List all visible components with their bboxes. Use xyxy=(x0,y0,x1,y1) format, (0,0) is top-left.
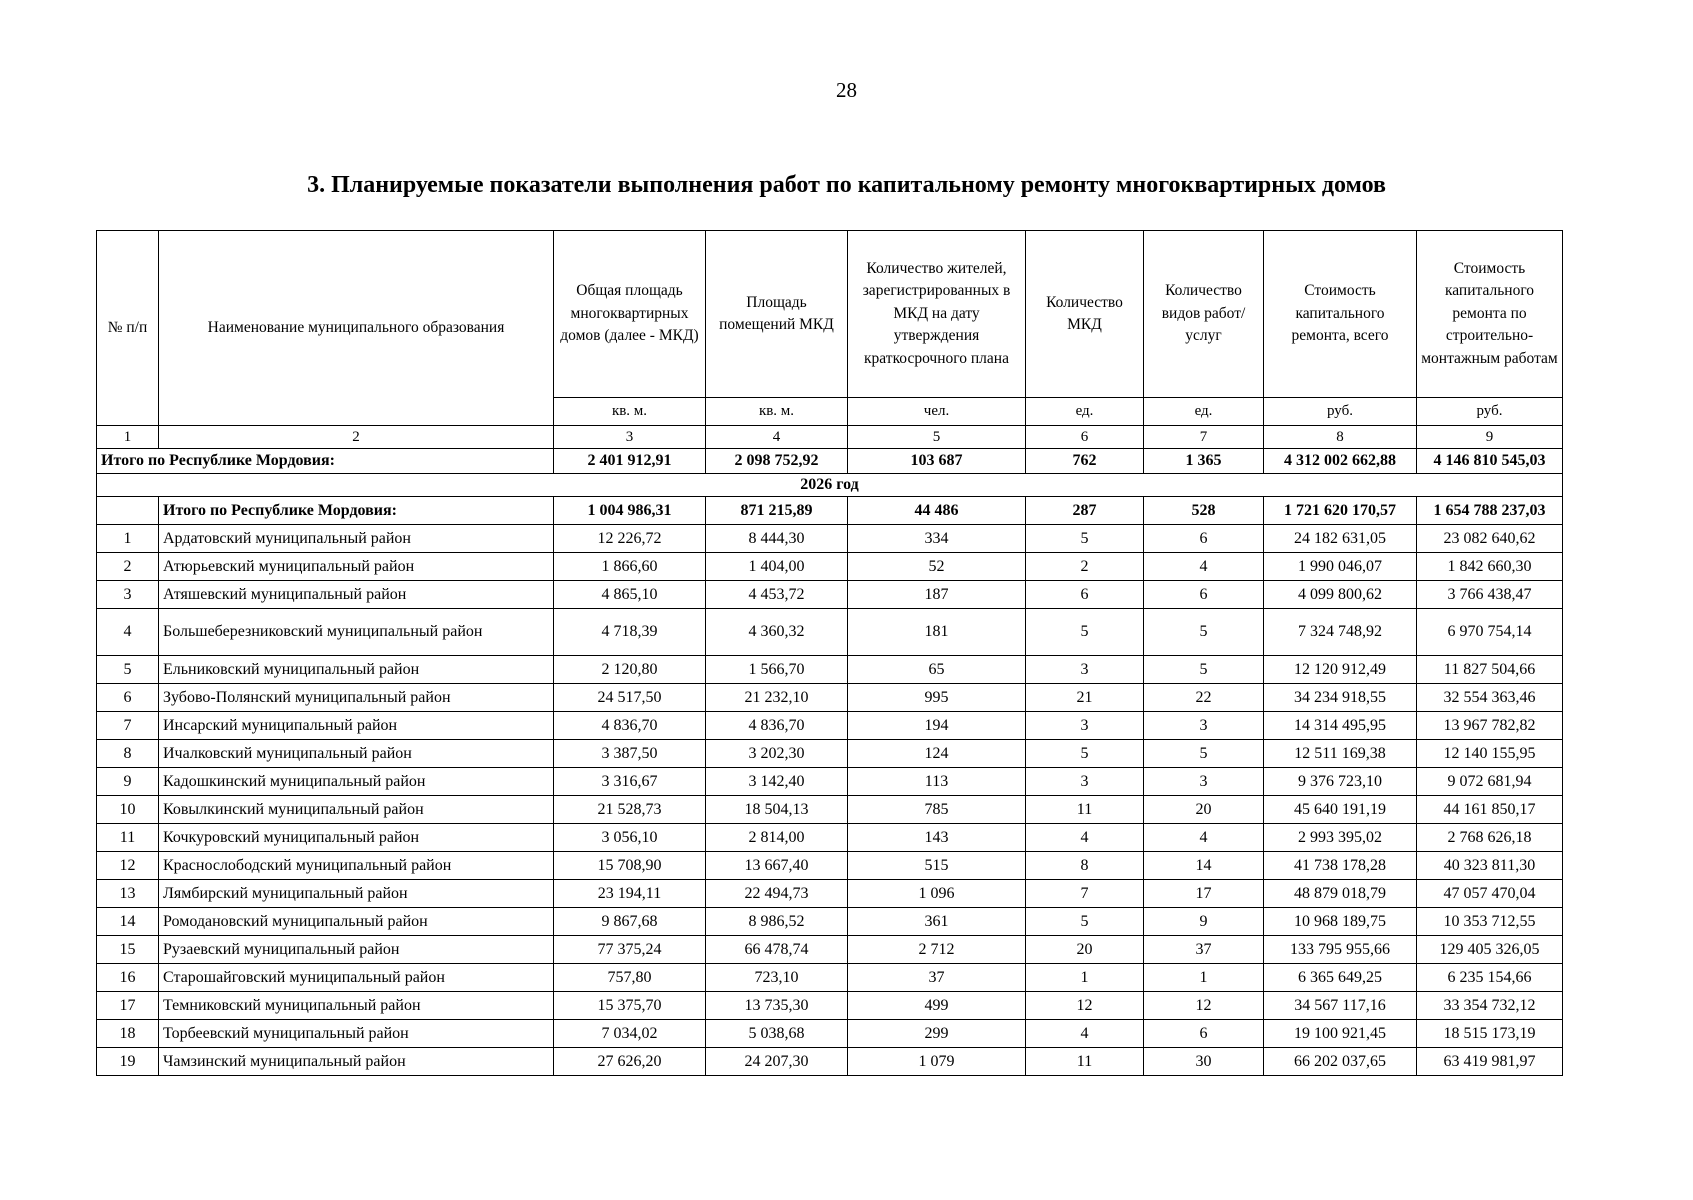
row-value: 14 xyxy=(1144,852,1264,880)
row-value: 65 xyxy=(848,656,1026,684)
municipality-name: Ичалковский муниципальный район xyxy=(159,740,554,768)
row-value: 6 970 754,14 xyxy=(1417,609,1563,656)
row-value: 133 795 955,66 xyxy=(1264,936,1417,964)
row-value: 3 xyxy=(1026,768,1144,796)
row-number: 2 xyxy=(97,553,159,581)
header-area-total: Общая площадь многоквартирных домов (далее - МКД) xyxy=(554,231,706,398)
row-value: 24 182 631,05 xyxy=(1264,525,1417,553)
row-value: 2 712 xyxy=(848,936,1026,964)
row-value: 9 xyxy=(1144,908,1264,936)
header-works-count: Количество видов работ/услуг xyxy=(1144,231,1264,398)
row-value: 77 375,24 xyxy=(554,936,706,964)
row-value: 3 xyxy=(1144,712,1264,740)
row-value: 33 354 732,12 xyxy=(1417,992,1563,1020)
row-value: 48 879 018,79 xyxy=(1264,880,1417,908)
row-value: 8 444,30 xyxy=(706,525,848,553)
grand-total-value: 2 098 752,92 xyxy=(706,449,848,474)
column-number: 7 xyxy=(1144,426,1264,449)
row-number: 17 xyxy=(97,992,159,1020)
year-row xyxy=(97,474,1563,497)
row-number: 10 xyxy=(97,796,159,824)
row-number: 18 xyxy=(97,1020,159,1048)
row-value: 7 034,02 xyxy=(554,1020,706,1048)
row-value: 181 xyxy=(848,609,1026,656)
row-value: 32 554 363,46 xyxy=(1417,684,1563,712)
row-value: 361 xyxy=(848,908,1026,936)
table-row xyxy=(97,1020,1563,1048)
table-row xyxy=(97,768,1563,796)
municipality-name: Атяшевский муниципальный район xyxy=(159,581,554,609)
row-value: 5 xyxy=(1144,740,1264,768)
row-value: 12 xyxy=(1144,992,1264,1020)
grand-total-value: 103 687 xyxy=(848,449,1026,474)
row-value: 3 766 438,47 xyxy=(1417,581,1563,609)
row-value: 143 xyxy=(848,824,1026,852)
row-value: 40 323 811,30 xyxy=(1417,852,1563,880)
row-value: 113 xyxy=(848,768,1026,796)
row-value: 129 405 326,05 xyxy=(1417,936,1563,964)
row-value: 187 xyxy=(848,581,1026,609)
table-row xyxy=(97,553,1563,581)
row-value: 30 xyxy=(1144,1048,1264,1076)
row-number: 7 xyxy=(97,712,159,740)
row-value: 44 161 850,17 xyxy=(1417,796,1563,824)
row-value: 66 478,74 xyxy=(706,936,848,964)
row-value: 8 986,52 xyxy=(706,908,848,936)
year-total-value: 1 721 620 170,57 xyxy=(1264,497,1417,525)
municipality-name: Торбеевский муниципальный район xyxy=(159,1020,554,1048)
unit-cell: ед. xyxy=(1144,398,1264,426)
column-number: 8 xyxy=(1264,426,1417,449)
table-row xyxy=(97,712,1563,740)
row-value: 3 387,50 xyxy=(554,740,706,768)
row-value: 2 120,80 xyxy=(554,656,706,684)
row-value: 785 xyxy=(848,796,1026,824)
row-value: 3 202,30 xyxy=(706,740,848,768)
year-total-num xyxy=(97,497,159,525)
header-cost-construction: Стоимость капитального ремонта по строительно-монтажным работам xyxy=(1417,231,1563,398)
row-value: 66 202 037,65 xyxy=(1264,1048,1417,1076)
row-value: 10 353 712,55 xyxy=(1417,908,1563,936)
row-value: 2 xyxy=(1026,553,1144,581)
row-value: 41 738 178,28 xyxy=(1264,852,1417,880)
row-value: 37 xyxy=(1144,936,1264,964)
table-row xyxy=(97,852,1563,880)
row-number: 13 xyxy=(97,880,159,908)
row-value: 5 xyxy=(1144,609,1264,656)
header-name: Наименование муниципального образования xyxy=(159,231,554,426)
row-value: 12 140 155,95 xyxy=(1417,740,1563,768)
row-value: 8 xyxy=(1026,852,1144,880)
municipality-name: Зубово-Полянский муниципальный район xyxy=(159,684,554,712)
table-row xyxy=(97,796,1563,824)
row-value: 23 082 640,62 xyxy=(1417,525,1563,553)
row-value: 19 100 921,45 xyxy=(1264,1020,1417,1048)
row-value: 22 xyxy=(1144,684,1264,712)
municipality-name: Лямбирский муниципальный район xyxy=(159,880,554,908)
row-number: 16 xyxy=(97,964,159,992)
table-row xyxy=(97,740,1563,768)
row-value: 4 360,32 xyxy=(706,609,848,656)
row-value: 1 096 xyxy=(848,880,1026,908)
row-value: 10 968 189,75 xyxy=(1264,908,1417,936)
header-cost-total: Стоимость капитального ремонта, всего xyxy=(1264,231,1417,398)
page-number: 28 xyxy=(836,78,857,102)
row-value: 12 511 169,38 xyxy=(1264,740,1417,768)
row-value: 9 376 723,10 xyxy=(1264,768,1417,796)
row-value: 6 xyxy=(1144,1020,1264,1048)
table-row xyxy=(97,824,1563,852)
year-total-row xyxy=(97,497,1563,525)
row-number: 1 xyxy=(97,525,159,553)
row-value: 7 xyxy=(1026,880,1144,908)
row-value: 11 xyxy=(1026,796,1144,824)
column-number: 4 xyxy=(706,426,848,449)
row-value: 11 xyxy=(1026,1048,1144,1076)
column-numbers-row xyxy=(97,426,1563,449)
row-value: 4 xyxy=(1026,824,1144,852)
table-row xyxy=(97,936,1563,964)
column-number: 2 xyxy=(159,426,554,449)
table-row xyxy=(97,908,1563,936)
row-value: 1 990 046,07 xyxy=(1264,553,1417,581)
row-value: 3 xyxy=(1026,712,1144,740)
row-value: 13 667,40 xyxy=(706,852,848,880)
row-value: 4 xyxy=(1144,824,1264,852)
row-value: 5 xyxy=(1026,525,1144,553)
header-area-premises: Площадь помещений МКД xyxy=(706,231,848,398)
row-value: 499 xyxy=(848,992,1026,1020)
indicators-table xyxy=(96,230,1563,1076)
row-value: 24 517,50 xyxy=(554,684,706,712)
column-number: 5 xyxy=(848,426,1026,449)
document-title: 3. Планируемые показатели выполнения работ по капитальному ремонту многоквартирных домов xyxy=(307,172,1386,198)
row-value: 18 515 173,19 xyxy=(1417,1020,1563,1048)
row-value: 515 xyxy=(848,852,1026,880)
row-value: 1 xyxy=(1026,964,1144,992)
row-value: 20 xyxy=(1026,936,1144,964)
row-value: 4 xyxy=(1026,1020,1144,1048)
row-value: 723,10 xyxy=(706,964,848,992)
municipality-name: Старошайговский муниципальный район xyxy=(159,964,554,992)
row-value: 15 375,70 xyxy=(554,992,706,1020)
row-value: 52 xyxy=(848,553,1026,581)
year-total-value: 528 xyxy=(1144,497,1264,525)
row-value: 995 xyxy=(848,684,1026,712)
table-row xyxy=(97,609,1563,656)
header-residents: Количество жителей, зарегистрированных в МКД на дату утверждения краткосрочного плана xyxy=(848,231,1026,398)
row-value: 34 567 117,16 xyxy=(1264,992,1417,1020)
grand-total-row xyxy=(97,449,1563,474)
row-number: 5 xyxy=(97,656,159,684)
row-value: 21 xyxy=(1026,684,1144,712)
table-row xyxy=(97,992,1563,1020)
row-value: 7 324 748,92 xyxy=(1264,609,1417,656)
row-value: 5 xyxy=(1144,656,1264,684)
municipality-name: Кочкуровский муниципальный район xyxy=(159,824,554,852)
row-number: 19 xyxy=(97,1048,159,1076)
year-total-label: Итого по Республике Мордовия: xyxy=(159,497,554,525)
row-value: 124 xyxy=(848,740,1026,768)
row-value: 15 708,90 xyxy=(554,852,706,880)
municipality-name: Рузаевский муниципальный район xyxy=(159,936,554,964)
row-value: 4 836,70 xyxy=(554,712,706,740)
year-total-value: 871 215,89 xyxy=(706,497,848,525)
grand-total-label: Итого по Республике Мордовия: xyxy=(97,449,554,474)
row-value: 5 xyxy=(1026,609,1144,656)
row-value: 194 xyxy=(848,712,1026,740)
row-value: 3 056,10 xyxy=(554,824,706,852)
row-value: 3 xyxy=(1144,768,1264,796)
grand-total-value: 2 401 912,91 xyxy=(554,449,706,474)
row-value: 14 314 495,95 xyxy=(1264,712,1417,740)
row-number: 15 xyxy=(97,936,159,964)
unit-cell: кв. м. xyxy=(706,398,848,426)
row-value: 4 836,70 xyxy=(706,712,848,740)
row-value: 5 038,68 xyxy=(706,1020,848,1048)
row-value: 4 099 800,62 xyxy=(1264,581,1417,609)
municipality-name: Ельниковский муниципальный район xyxy=(159,656,554,684)
row-value: 5 xyxy=(1026,740,1144,768)
year-total-value: 287 xyxy=(1026,497,1144,525)
unit-cell: кв. м. xyxy=(554,398,706,426)
row-value: 2 814,00 xyxy=(706,824,848,852)
row-value: 45 640 191,19 xyxy=(1264,796,1417,824)
table-row xyxy=(97,525,1563,553)
row-value: 13 967 782,82 xyxy=(1417,712,1563,740)
row-value: 6 xyxy=(1144,581,1264,609)
unit-cell: ед. xyxy=(1026,398,1144,426)
row-value: 11 827 504,66 xyxy=(1417,656,1563,684)
row-value: 6 xyxy=(1144,525,1264,553)
header-mkd-count: Количество МКД xyxy=(1026,231,1144,398)
row-value: 1 xyxy=(1144,964,1264,992)
grand-total-value: 1 365 xyxy=(1144,449,1264,474)
row-number: 6 xyxy=(97,684,159,712)
row-value: 2 993 395,02 xyxy=(1264,824,1417,852)
municipality-name: Большеберезниковский муниципальный район xyxy=(159,609,554,656)
row-value: 1 566,70 xyxy=(706,656,848,684)
row-value: 3 xyxy=(1026,656,1144,684)
row-value: 20 xyxy=(1144,796,1264,824)
municipality-name: Ромодановский муниципальный район xyxy=(159,908,554,936)
row-value: 37 xyxy=(848,964,1026,992)
row-value: 1 404,00 xyxy=(706,553,848,581)
row-value: 4 xyxy=(1144,553,1264,581)
row-value: 1 866,60 xyxy=(554,553,706,581)
year-label: 2026 год xyxy=(97,474,1563,497)
municipality-name: Ардатовский муниципальный район xyxy=(159,525,554,553)
row-value: 12 xyxy=(1026,992,1144,1020)
municipality-name: Атюрьевский муниципальный район xyxy=(159,553,554,581)
grand-total-value: 4 146 810 545,03 xyxy=(1417,449,1563,474)
unit-cell: руб. xyxy=(1417,398,1563,426)
row-number: 9 xyxy=(97,768,159,796)
row-value: 13 735,30 xyxy=(706,992,848,1020)
column-number: 6 xyxy=(1026,426,1144,449)
row-value: 12 226,72 xyxy=(554,525,706,553)
row-value: 47 057 470,04 xyxy=(1417,880,1563,908)
year-total-value: 44 486 xyxy=(848,497,1026,525)
row-value: 6 xyxy=(1026,581,1144,609)
row-value: 9 072 681,94 xyxy=(1417,768,1563,796)
row-number: 8 xyxy=(97,740,159,768)
row-value: 4 865,10 xyxy=(554,581,706,609)
municipality-name: Инсарский муниципальный район xyxy=(159,712,554,740)
row-value: 5 xyxy=(1026,908,1144,936)
grand-total-value: 4 312 002 662,88 xyxy=(1264,449,1417,474)
table-row xyxy=(97,1048,1563,1076)
column-number: 9 xyxy=(1417,426,1563,449)
table-row xyxy=(97,684,1563,712)
row-value: 63 419 981,97 xyxy=(1417,1048,1563,1076)
header-num: № п/п xyxy=(97,231,159,426)
row-value: 6 235 154,66 xyxy=(1417,964,1563,992)
municipality-name: Темниковский муниципальный район xyxy=(159,992,554,1020)
row-value: 18 504,13 xyxy=(706,796,848,824)
municipality-name: Краснослободский муниципальный район xyxy=(159,852,554,880)
row-value: 4 453,72 xyxy=(706,581,848,609)
row-value: 12 120 912,49 xyxy=(1264,656,1417,684)
row-value: 757,80 xyxy=(554,964,706,992)
row-number: 12 xyxy=(97,852,159,880)
row-value: 3 316,67 xyxy=(554,768,706,796)
table-row xyxy=(97,656,1563,684)
row-number: 11 xyxy=(97,824,159,852)
row-number: 14 xyxy=(97,908,159,936)
row-value: 21 528,73 xyxy=(554,796,706,824)
row-value: 9 867,68 xyxy=(554,908,706,936)
header-row xyxy=(97,231,1563,398)
grand-total-value: 762 xyxy=(1026,449,1144,474)
column-number: 1 xyxy=(97,426,159,449)
row-value: 17 xyxy=(1144,880,1264,908)
row-value: 299 xyxy=(848,1020,1026,1048)
row-value: 34 234 918,55 xyxy=(1264,684,1417,712)
table-row xyxy=(97,880,1563,908)
row-number: 3 xyxy=(97,581,159,609)
table-row xyxy=(97,581,1563,609)
row-number: 4 xyxy=(97,609,159,656)
row-value: 6 365 649,25 xyxy=(1264,964,1417,992)
unit-cell: руб. xyxy=(1264,398,1417,426)
row-value: 4 718,39 xyxy=(554,609,706,656)
year-total-value: 1 654 788 237,03 xyxy=(1417,497,1563,525)
row-value: 23 194,11 xyxy=(554,880,706,908)
column-number: 3 xyxy=(554,426,706,449)
row-value: 334 xyxy=(848,525,1026,553)
table-row xyxy=(97,964,1563,992)
year-total-value: 1 004 986,31 xyxy=(554,497,706,525)
municipality-name: Ковылкинский муниципальный район xyxy=(159,796,554,824)
row-value: 3 142,40 xyxy=(706,768,848,796)
row-value: 1 079 xyxy=(848,1048,1026,1076)
row-value: 2 768 626,18 xyxy=(1417,824,1563,852)
row-value: 24 207,30 xyxy=(706,1048,848,1076)
row-value: 21 232,10 xyxy=(706,684,848,712)
unit-cell: чел. xyxy=(848,398,1026,426)
row-value: 27 626,20 xyxy=(554,1048,706,1076)
row-value: 22 494,73 xyxy=(706,880,848,908)
row-value: 1 842 660,30 xyxy=(1417,553,1563,581)
municipality-name: Кадошкинский муниципальный район xyxy=(159,768,554,796)
municipality-name: Чамзинский муниципальный район xyxy=(159,1048,554,1076)
